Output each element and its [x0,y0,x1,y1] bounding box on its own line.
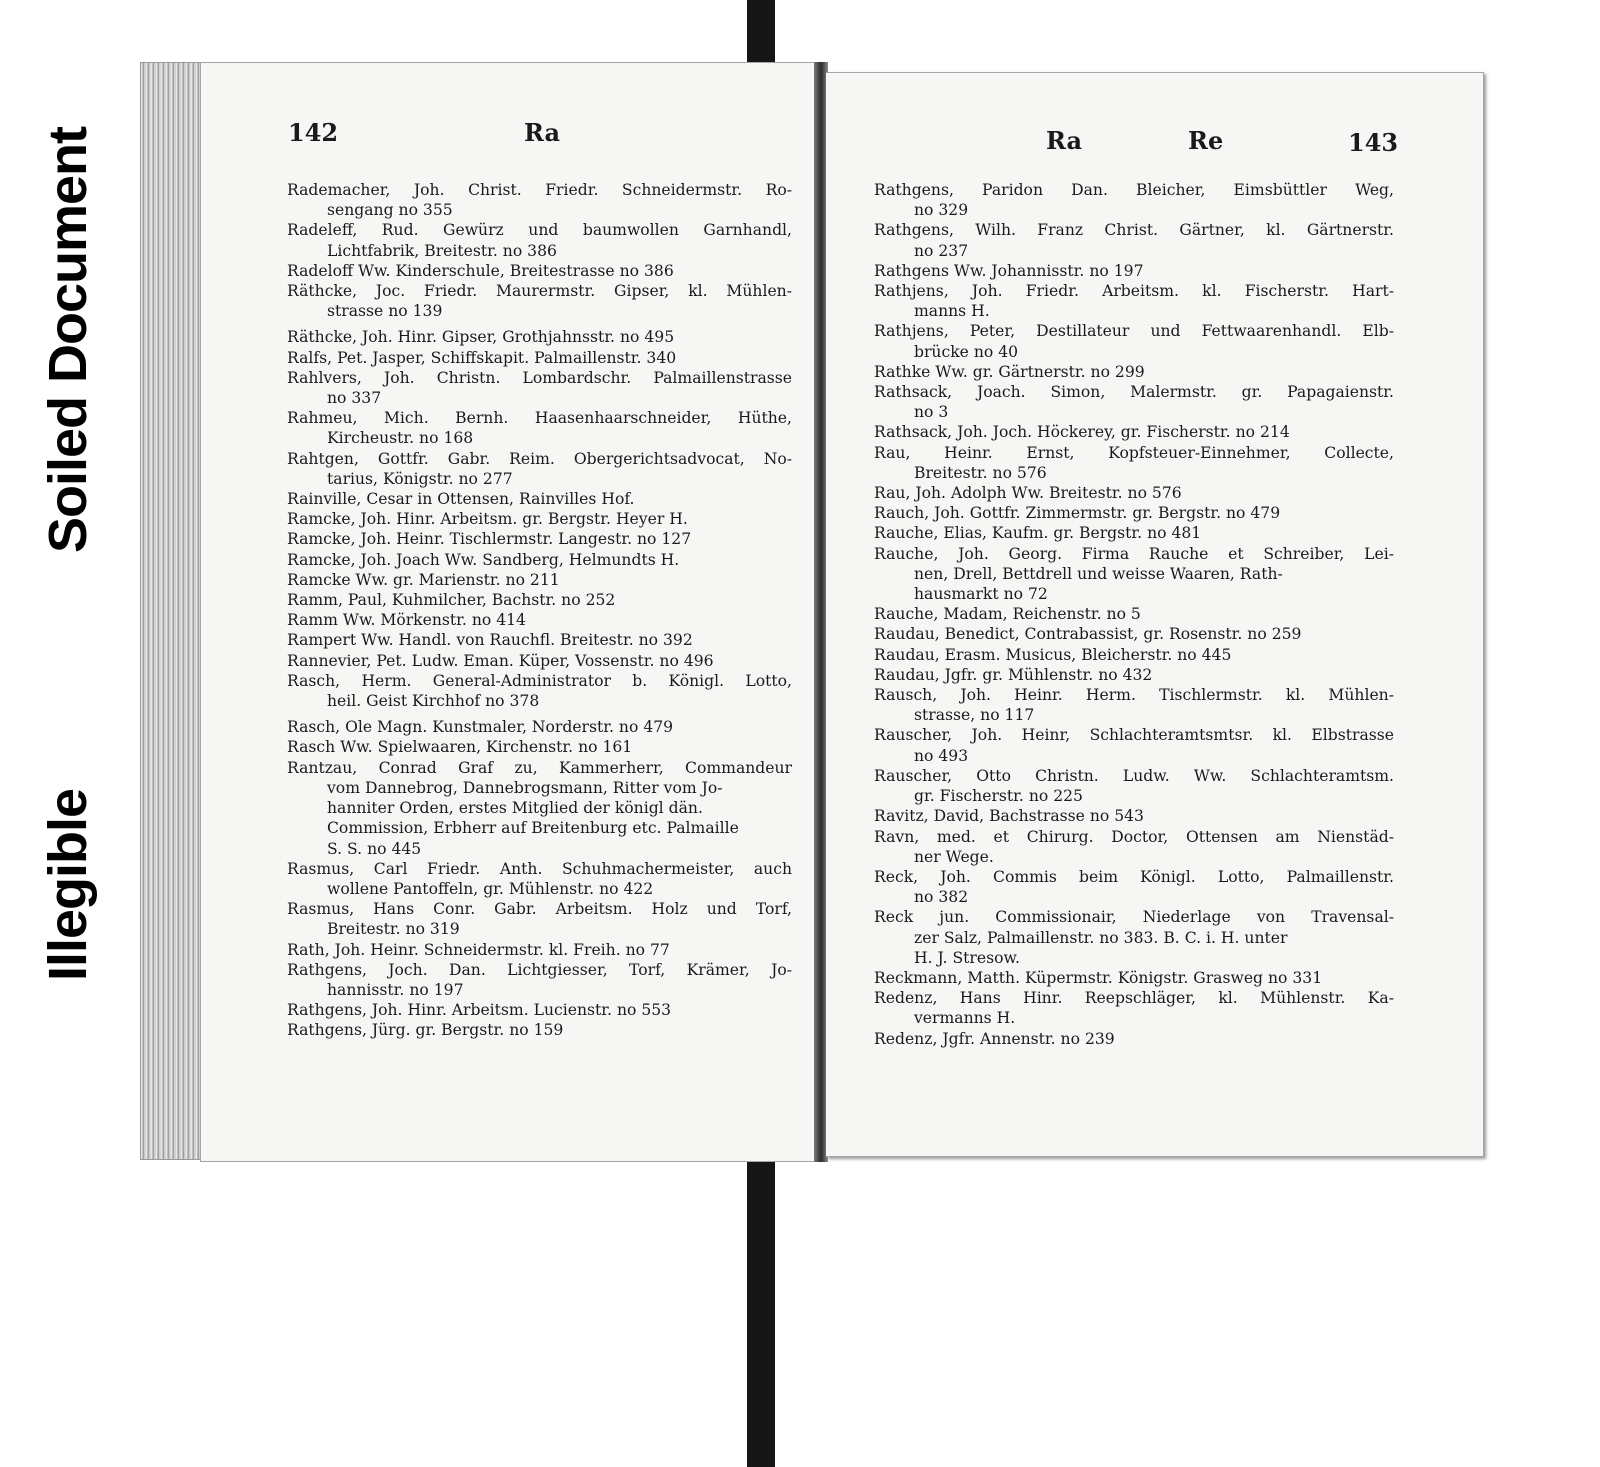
directory-entry [287,348,792,368]
entry-continuation-line: zer Salz, Palmaillenstr. no 383. B. C. i. H. unter [914,928,1288,947]
entry-first-line: Rathgens Ww. Johannisstr. no 197 [874,261,1144,280]
entry-first-line: Rampert Ww. Handl. von Rauchfl. Breitestr. no 392 [287,631,693,650]
entry-first-line: Redenz, Hans Hinr. Reepschläger, kl. Mühlenstr. Ka- [874,989,1394,1008]
entry-first-line: Rauch, Joh. Gottfr. Zimmermstr. gr. Bergstr. no 479 [874,504,1281,523]
directory-entry [287,281,792,321]
entry-first-line: Rathsack, Joach. Simon, Malermstr. gr. Papagaienstr. [874,383,1394,402]
entry-continuation-line: hannisstr. no 197 [327,980,464,999]
spine-strip-bottom [747,1148,775,1467]
directory-entry [874,281,1394,321]
entry-first-line: Radeloff Ww. Kinderschule, Breitestrasse no 386 [287,261,674,280]
directory-entry [287,717,792,737]
directory-entry [874,907,1394,968]
directory-entry [874,867,1394,907]
directory-entry [874,544,1394,605]
entry-continuation-line: gr. Fischerstr. no 225 [914,787,1083,806]
entry-first-line: Rannevier, Pet. Ludw. Eman. Küper, Vossenstr. no 496 [287,651,714,670]
entry-first-line: Rasmus, Hans Conr. Gabr. Arbeitsm. Holz und Torf, [287,900,792,919]
entry-first-line: Rauche, Elias, Kaufm. gr. Bergstr. no 481 [874,524,1202,543]
directory-entry [287,368,792,408]
entry-continuation-line: vermanns H. [914,1009,1016,1028]
entry-continuation-line: Commission, Erbherr auf Breitenburg etc. Palmaille [327,819,739,838]
entry-first-line: Reck, Joh. Commis beim Königl. Lotto, Palmaillenstr. [874,867,1394,886]
entry-continuation-line: brücke no 40 [914,342,1019,361]
directory-entry [874,220,1394,260]
directory-entry [287,610,792,630]
left-directory-entries [287,180,792,1041]
entry-first-line: Ravn, med. et Chirurg. Doctor, Ottensen am Nienstäd- [874,827,1394,846]
entry-first-line: Rathgens, Paridon Dan. Bleicher, Eimsbüttler Weg, [874,181,1394,199]
entry-first-line: Rathgens, Joh. Hinr. Arbeitsm. Lucienstr. no 553 [287,1001,672,1020]
entry-first-line: Rauche, Joh. Georg. Firma Rauche et Schreiber, Lei- [874,544,1394,563]
directory-entry [874,827,1394,867]
entry-continuation-line: no 329 [914,201,969,220]
entry-first-line: Rasch, Ole Magn. Kunstmaler, Norderstr. no 479 [287,718,674,737]
right-running-head-ra: Ra [1046,126,1083,155]
entry-first-line: Rau, Joh. Adolph Ww. Breitestr. no 576 [874,484,1182,503]
entry-continuation-line: nen, Drell, Bettdrell und weisse Waaren, Rath- [914,564,1283,583]
entry-continuation-line: vom Dannebrog, Dannebrogsmann, Ritter vom Jo- [327,778,723,797]
entry-continuation-line: no 382 [914,888,969,907]
directory-entry [287,180,792,220]
entry-first-line: Rainville, Cesar in Ottensen, Rainvilles Hof. [287,490,635,509]
soiled-document-text: Soiled Document [38,126,99,554]
entry-continuation-line: hanniter Orden, erstes Mitglied der königl dän. [327,799,703,818]
directory-entry [874,382,1394,422]
directory-entry [287,671,792,711]
right-running-head-re: Re [1188,126,1224,155]
entry-first-line: Rahlvers, Joh. Christn. Lombardschr. Palmaillenstrasse [287,368,792,387]
directory-entry [287,529,792,549]
entry-continuation-line: Breitestr. no 319 [327,920,460,939]
directory-entry [874,422,1394,442]
entry-first-line: Rauche, Madam, Reichenstr. no 5 [874,605,1141,624]
entry-continuation-line: no 337 [327,389,382,408]
directory-entry [287,758,792,859]
entry-first-line: Rathgens, Joch. Dan. Lichtgiesser, Torf, Krämer, Jo- [287,960,792,979]
directory-entry [874,180,1394,220]
directory-entry [874,1029,1394,1049]
entry-first-line: Rahtgen, Gottfr. Gabr. Reim. Obergerichtsadvocat, No- [287,449,792,468]
directory-entry [287,1020,792,1040]
entry-continuation-line: H. J. Stresow. [914,948,1020,967]
directory-entry [287,651,792,671]
entry-continuation-line: no 493 [914,746,969,765]
entry-first-line: Raudau, Jgfr. gr. Mühlenstr. no 432 [874,665,1153,684]
entry-first-line: Rau, Heinr. Ernst, Kopfsteuer-Einnehmer, Collecte, [874,443,1394,462]
directory-entry [287,570,792,590]
entry-first-line: Ramcke, Joh. Joach Ww. Sandberg, Helmundts H. [287,550,680,569]
entry-first-line: Rasch Ww. Spielwaaren, Kirchenstr. no 161 [287,738,633,757]
directory-entry [874,624,1394,644]
entry-first-line: Reck jun. Commissionair, Niederlage von Travensal- [874,908,1394,927]
directory-entry [287,630,792,650]
directory-entry [874,725,1394,765]
directory-entry [874,685,1394,725]
entry-first-line: Ravitz, David, Bachstrasse no 543 [874,807,1144,826]
entry-first-line: Ramcke, Joh. Hinr. Arbeitsm. gr. Bergstr. Heyer H. [287,510,688,529]
entry-first-line: Radeleff, Rud. Gewürz und baumwollen Garnhandl, [287,221,792,240]
directory-entry [874,806,1394,826]
directory-entry [874,523,1394,543]
directory-entry [874,988,1394,1028]
entry-first-line: Raudau, Erasm. Musicus, Bleicherstr. no 445 [874,645,1232,664]
directory-entry [287,408,792,448]
entry-continuation-line: manns H. [914,302,990,321]
entry-continuation-line: heil. Geist Kirchhof no 378 [327,692,540,711]
directory-entry [287,509,792,529]
illegible-label [18,760,118,1010]
entry-first-line: Redenz, Jgfr. Annenstr. no 239 [874,1029,1115,1048]
entry-first-line: Rathjens, Joh. Friedr. Arbeitsm. kl. Fischerstr. Hart- [874,282,1394,301]
entry-continuation-line: strasse, no 117 [914,706,1035,725]
entry-first-line: Rathgens, Wilh. Franz Christ. Gärtner, kl. Gärtnerstr. [874,221,1394,240]
directory-entry [287,940,792,960]
directory-entry [287,220,792,260]
entry-first-line: Ralfs, Pet. Jasper, Schiffskapit. Palmaillenstr. 340 [287,348,677,367]
directory-entry [287,550,792,570]
entry-first-line: Rath, Joh. Heinr. Schneidermstr. kl. Freih. no 77 [287,940,670,959]
left-running-head: Ra [524,118,561,147]
entry-continuation-line: Breitestr. no 576 [914,463,1047,482]
entry-first-line: Reckmann, Matth. Küpermstr. Königstr. Grasweg no 331 [874,968,1323,987]
entry-continuation-line: S. S. no 445 [327,839,422,858]
directory-entry [287,449,792,489]
entry-first-line: Ramm, Paul, Kuhmilcher, Bachstr. no 252 [287,591,616,610]
directory-entry [287,489,792,509]
entry-continuation-line: Lichtfabrik, Breitestr. no 386 [327,241,557,260]
entry-continuation-line: ner Wege. [914,847,994,866]
entry-first-line: Rathjens, Peter, Destillateur und Fettwaarenhandl. Elb- [874,322,1394,341]
left-page-number: 142 [288,118,339,147]
directory-entry [874,604,1394,624]
soiled-document-label [18,90,118,590]
right-directory-entries [874,180,1394,1049]
entry-first-line: Ramm Ww. Mörkenstr. no 414 [287,611,526,630]
directory-entry [287,859,792,899]
entry-continuation-line: hausmarkt no 72 [914,585,1048,604]
entry-first-line: Rathgens, Jürg. gr. Bergstr. no 159 [287,1021,564,1040]
entry-first-line: Rauscher, Joh. Heinr, Schlachteramtsmtsr. kl. Elbstrasse [874,726,1394,745]
entry-continuation-line: Kircheustr. no 168 [327,429,474,448]
directory-entry [874,968,1394,988]
directory-entry [874,261,1394,281]
directory-entry [287,960,792,1000]
directory-entry [874,483,1394,503]
entry-first-line: Räthcke, Joh. Hinr. Gipser, Grothjahnsstr. no 495 [287,328,675,347]
book-page-edges [140,62,208,1160]
entry-first-line: Rausch, Joh. Heinr. Herm. Tischlermstr. kl. Mühlen- [874,686,1394,705]
entry-first-line: Ramcke, Joh. Heinr. Tischlermstr. Langestr. no 127 [287,530,692,549]
directory-entry [874,321,1394,361]
entry-continuation-line: tarius, Königstr. no 277 [327,469,513,488]
directory-entry [874,766,1394,806]
directory-entry [874,645,1394,665]
entry-first-line: Raudau, Benedict, Contrabassist, gr. Rosenstr. no 259 [874,625,1302,644]
directory-entry [874,503,1394,523]
entry-first-line: Rauscher, Otto Christn. Ludw. Ww. Schlachteramtsm. [874,766,1394,785]
directory-entry [287,261,792,281]
entry-first-line: Rasmus, Carl Friedr. Anth. Schuhmachermeister, auch [287,859,792,878]
directory-entry [287,1000,792,1020]
entry-first-line: Ramcke Ww. gr. Marienstr. no 211 [287,570,560,589]
directory-entry [287,327,792,347]
directory-entry [287,737,792,757]
right-page-number: 143 [1348,128,1399,157]
entry-continuation-line: no 3 [914,403,949,422]
directory-entry [874,362,1394,382]
entry-continuation-line: strasse no 139 [327,302,443,321]
entry-continuation-line: sengang no 355 [327,201,453,220]
directory-entry [287,590,792,610]
directory-entry [874,665,1394,685]
entry-first-line: Rasch, Herm. General-Administrator b. Königl. Lotto, [287,671,792,690]
illegible-text: Illegible [38,788,98,982]
entry-first-line: Rathsack, Joh. Joch. Höckerey, gr. Fischerstr. no 214 [874,423,1290,442]
entry-first-line: Rademacher, Joh. Christ. Friedr. Schneidermstr. Ro- [287,181,792,199]
entry-first-line: Rantzau, Conrad Graf zu, Kammerherr, Commandeur [287,758,792,777]
directory-entry [874,443,1394,483]
entry-continuation-line: no 237 [914,241,969,260]
entry-continuation-line: wollene Pantoffeln, gr. Mühlenstr. no 422 [327,879,654,898]
entry-first-line: Rahmeu, Mich. Bernh. Haasenhaarschneider, Hüthe, [287,409,792,428]
directory-entry [287,899,792,939]
entry-first-line: Rathke Ww. gr. Gärtnerstr. no 299 [874,362,1145,381]
entry-first-line: Räthcke, Joc. Friedr. Maurermstr. Gipser, kl. Mühlen- [287,282,792,301]
